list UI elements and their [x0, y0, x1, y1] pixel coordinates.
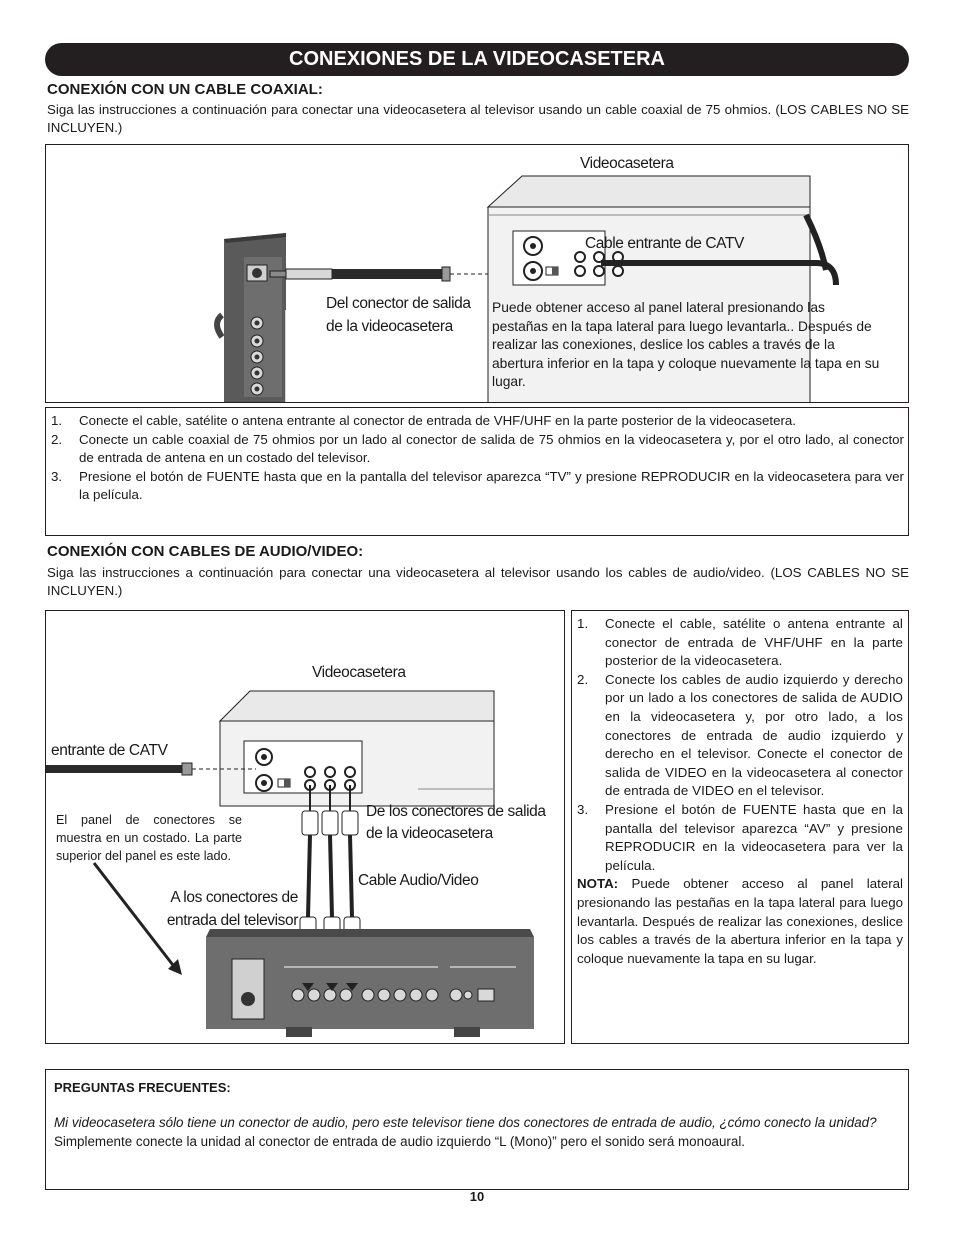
av-intro: Siga las instrucciones a continuación para conectar una videocasetera al televisor usando los cables de audio/video. (LOS CABLES NO SE INCLUYEN.)	[47, 565, 909, 598]
faq-box	[45, 1069, 909, 1190]
coax-heading: CONEXIÓN CON UN CABLE COAXIAL:	[47, 81, 323, 98]
av-tv-panel	[206, 929, 534, 1037]
list-item: 1. Conecte el cable, satélite o antena entrante al conector de entrada de VHF/UHF en la parte posterior de la videocasetera.	[577, 616, 903, 669]
coax-catv-label: Cable entrante de CATV	[585, 235, 744, 252]
av-output-label-2: de la videocasetera	[366, 825, 493, 842]
tv-side-panel	[217, 233, 286, 403]
coax-output-label-1: Del conector de salida	[326, 295, 471, 312]
av-note	[572, 875, 903, 968]
av-cable-label: Cable Audio/Video	[358, 872, 479, 889]
av-vcr-unit	[220, 691, 494, 806]
av-diagram-box	[45, 610, 565, 1044]
av-vcr-label: Videocasetera	[312, 664, 406, 681]
av-panel-note: El panel de conectores se muestra en un costado. La parte superior del panel es este lado.	[56, 813, 242, 863]
list-item: 3. Presione el botón de FUENTE hasta que en la pantalla del televisor aparezca “TV” y presione REPRODUCIR en la videocasetera para ver la película.	[51, 468, 904, 503]
coax-intro: Siga las instrucciones a continuación para conectar una videocasetera al televisor usando un cable coaxial de 75 ohmios. (LOS CABLES NO SE INCLUYEN.)	[47, 102, 909, 135]
list-item: 2. Conecte un cable coaxial de 75 ohmios por un lado al conector de salida de 75 ohmios en la videocasetera y, por el otro lado, al conector de entrada de antena en un costado del televisor.	[51, 431, 904, 466]
av-note-label: NOTA:	[577, 876, 619, 892]
av-heading: CONEXIÓN CON CABLES DE AUDIO/VIDEO:	[47, 543, 364, 560]
page-title: CONEXIONES DE LA VIDEOCASETERA	[45, 43, 909, 76]
av-steps-box	[571, 610, 909, 1044]
av-note-text: Puede obtener acceso al panel lateral presionando las pestañas en la tapa lateral para luego levantarla. Después de realizar las conexiones, deslice los cables a través de la abertura inferior en la tapa y coloque nuevamente la tapa en su lugar.	[577, 876, 903, 966]
faq-heading: PREGUNTAS FRECUENTES:	[54, 1080, 231, 1095]
coax-panel-note: Puede obtener acceso al panel lateral presionando las pestañas en la tapa lateral para luego levantarla.. Después de realizar las conexiones, deslice los cables a través de la abertura inferior en la tapa y coloque nuevamente la tapa en su lugar.	[492, 300, 880, 390]
av-tv-label-1: A los conectores de	[170, 889, 298, 906]
list-item: 2. Conecte los cables de audio izquierdo y derecho por un lado a los conectores de salida de AUDIO en la videocasetera y, por otro lado, a los conectores de entrada de audio izquierdo y derecho en el televisor. Conecte el conector de salida de VIDEO en la videocasetera al conector de entrada de VIDEO en el televisor.	[577, 671, 903, 799]
faq-question: Mi videocasetera sólo tiene un conector de audio, pero este televisor tiene dos conectores de entrada de audio, ¿cómo conecto la unidad?	[54, 1115, 877, 1130]
av-catv-label: entrante de CATV	[51, 742, 168, 759]
list-item: 3. Presione el botón de FUENTE hasta que en la pantalla del televisor aparezca “AV” y presione REPRODUCIR en la videocasetera para ver la película.	[577, 801, 903, 873]
coax-vcr-label: Videocasetera	[580, 155, 674, 172]
page-number: 10	[469, 1189, 485, 1204]
av-output-label-1: De los conectores de salida	[366, 803, 546, 820]
av-steps-list	[572, 615, 903, 875]
coax-output-label-2: de la videocasetera	[326, 318, 453, 335]
coax-diagram-box	[45, 144, 909, 403]
av-tv-label-2: entrada del televisor	[166, 912, 298, 929]
coax-steps-list	[46, 412, 904, 505]
list-item: 1. Conecte el cable, satélite o antena entrante al conector de entrada de VHF/UHF en la parte posterior de la videocasetera.	[51, 413, 796, 428]
coax-steps-box	[45, 407, 909, 536]
faq-answer: Simplemente conecte la unidad al conector de entrada de audio izquierdo “L (Mono)” pero el sonido será monoaural.	[54, 1133, 746, 1149]
